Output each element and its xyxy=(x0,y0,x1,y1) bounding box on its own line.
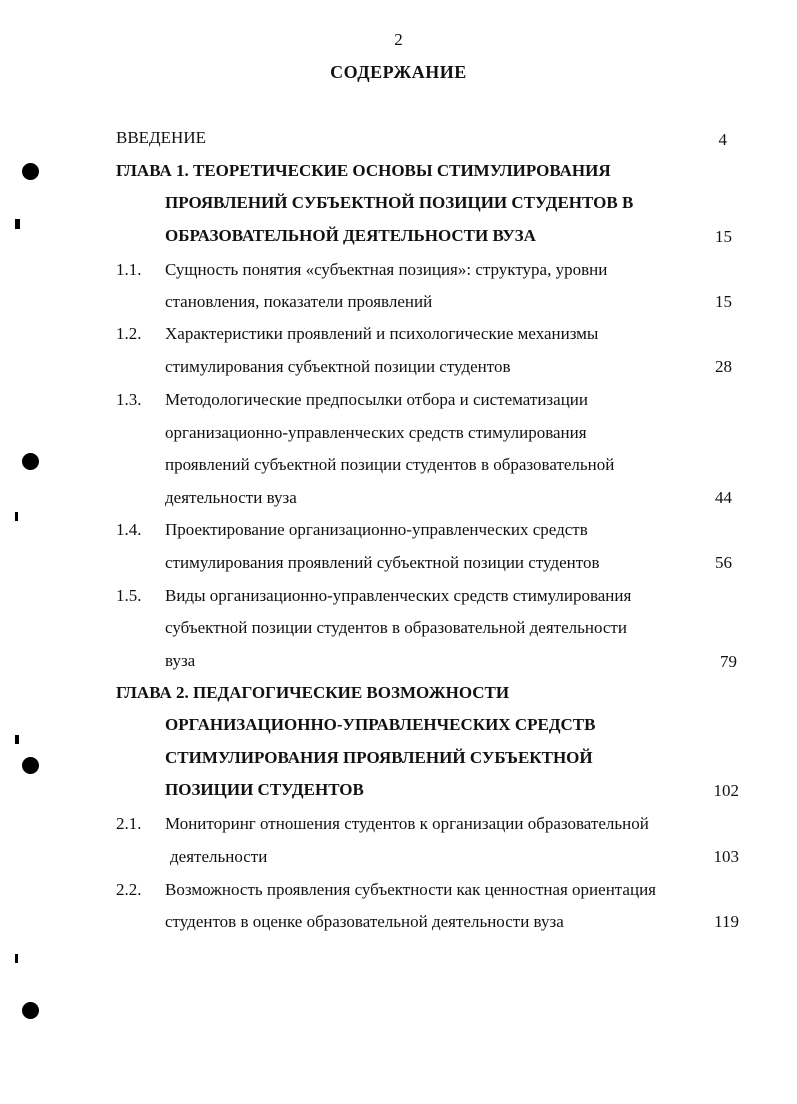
toc-chapter-line: ПОЗИЦИИ СТУДЕНТОВ xyxy=(165,780,364,799)
toc-section-line: Методологические предпосылки отбора и систематизации xyxy=(165,390,588,409)
toc-section-line: деятельности вуза xyxy=(165,488,297,507)
toc-section-line: становления, показатели проявлений xyxy=(165,292,433,311)
toc-chapter-line: ПРОЯВЛЕНИЙ СУБЪЕКТНОЙ ПОЗИЦИИ СТУДЕНТОВ В xyxy=(165,193,634,212)
scan-mark-icon xyxy=(15,219,20,229)
toc-section-number: 1.5. xyxy=(116,586,142,605)
scan-mark-icon xyxy=(15,512,18,521)
toc-entry-page: 28 xyxy=(715,357,732,376)
toc-chapter-line: ГЛАВА 2. ПЕДАГОГИЧЕСКИЕ ВОЗМОЖНОСТИ xyxy=(116,683,510,702)
toc-chapter-line: ГЛАВА 1. ТЕОРЕТИЧЕСКИЕ ОСНОВЫ СТИМУЛИРОВАНИЯ xyxy=(116,161,611,180)
toc-section-line: субъектной позиции студентов в образовательной деятельности xyxy=(165,618,627,637)
toc-section-line: Сущность понятия «субъектная позиция»: структура, уровни xyxy=(165,260,608,279)
binder-hole-icon xyxy=(22,1002,39,1019)
binder-hole-icon xyxy=(22,163,39,180)
toc-section-line: вуза xyxy=(165,651,196,670)
toc-chapter-line: СТИМУЛИРОВАНИЯ ПРОЯВЛЕНИЙ СУБЪЕКТНОЙ xyxy=(165,748,593,767)
toc-entry-page: 119 xyxy=(714,912,739,931)
toc-section-line: деятельности xyxy=(170,847,268,866)
toc-section-line: Возможность проявления субъектности как ценностная ориентация xyxy=(165,880,656,899)
page-number: 2 xyxy=(394,30,403,49)
toc-section-number: 1.2. xyxy=(116,324,142,343)
binder-hole-icon xyxy=(22,757,39,774)
toc-section-number: 2.1. xyxy=(116,814,142,833)
toc-section-line: организационно-управленческих средств стимулирования xyxy=(165,423,587,442)
toc-entry-page: 15 xyxy=(715,292,732,311)
toc-entry-label: ВВЕДЕНИЕ xyxy=(116,128,206,147)
toc-section-line: проявлений субъектной позиции студентов в образовательной xyxy=(165,455,615,474)
scan-mark-icon xyxy=(15,954,18,963)
toc-section-line: Виды организационно-управленческих средств стимулирования xyxy=(165,586,632,605)
toc-entry-page: 79 xyxy=(720,652,737,671)
toc-section-line: стимулирования проявлений субъектной позиции студентов xyxy=(165,553,600,572)
toc-chapter-line: ОРГАНИЗАЦИОННО-УПРАВЛЕНЧЕСКИХ СРЕДСТВ xyxy=(165,715,596,734)
toc-section-number: 2.2. xyxy=(116,880,142,899)
toc-entry-page: 44 xyxy=(715,488,732,507)
toc-entry-page: 4 xyxy=(718,130,727,149)
toc-section-line: студентов в оценке образовательной деятельности вуза xyxy=(165,912,564,931)
toc-entry-page: 103 xyxy=(713,847,739,866)
scan-mark-icon xyxy=(15,735,19,744)
page-title: СОДЕРЖАНИЕ xyxy=(330,62,467,82)
toc-section-number: 1.1. xyxy=(116,260,142,279)
toc-entry-page: 102 xyxy=(713,781,739,800)
toc-entry-page: 15 xyxy=(715,227,732,246)
toc-section-line: Мониторинг отношения студентов к организации образовательной xyxy=(165,814,649,833)
toc-section-line: Характеристики проявлений и психологические механизмы xyxy=(165,324,599,343)
toc-chapter-line: ОБРАЗОВАТЕЛЬНОЙ ДЕЯТЕЛЬНОСТИ ВУЗА xyxy=(165,226,536,245)
binder-hole-icon xyxy=(22,453,39,470)
toc-section-line: Проектирование организационно-управленческих средств xyxy=(165,520,588,539)
toc-section-line: стимулирования субъектной позиции студентов xyxy=(165,357,511,376)
toc-section-number: 1.3. xyxy=(116,390,142,409)
toc-section-number: 1.4. xyxy=(116,520,142,539)
toc-entry-page: 56 xyxy=(715,553,732,572)
